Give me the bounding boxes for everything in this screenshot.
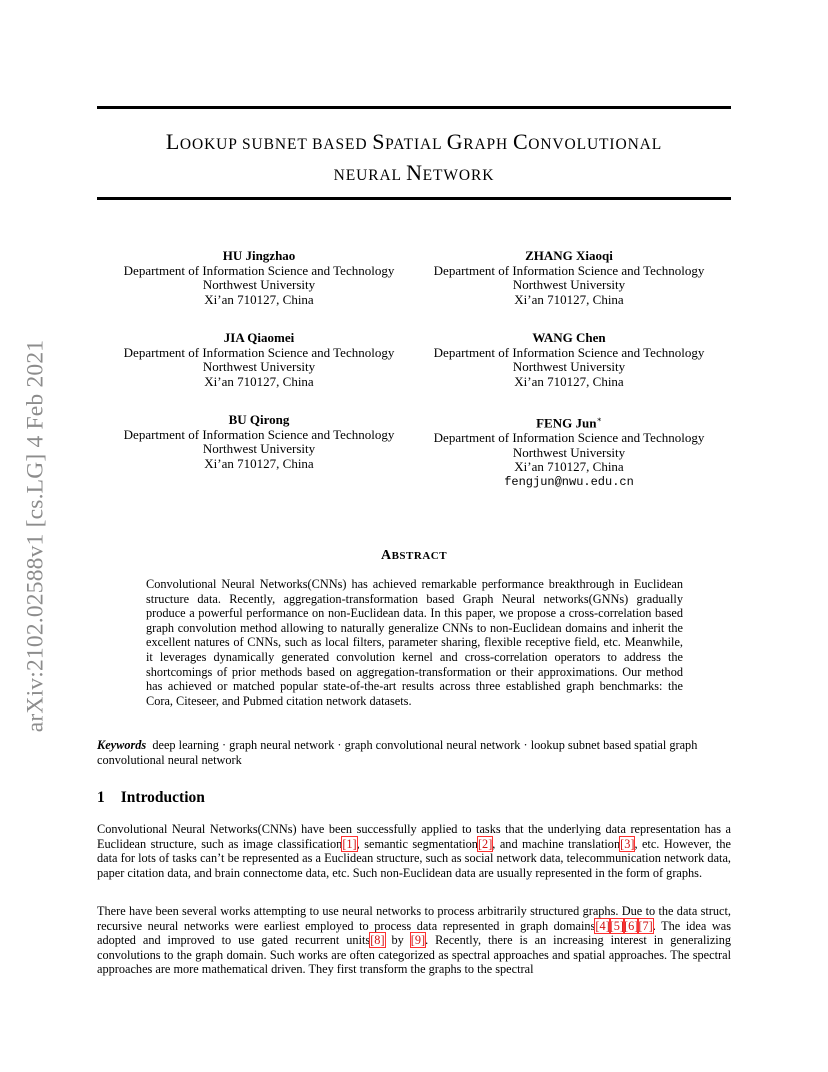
- citation-link[interactable]: [638, 919, 652, 933]
- author-name: HU Jingzhao: [222, 248, 296, 263]
- abstract-heading-rest: BSTRACT: [391, 550, 448, 562]
- author-institution: Northwest University: [512, 444, 626, 460]
- citation-link[interactable]: [370, 933, 384, 947]
- paragraph-text: . The idea was adopted and improved to use gated recurrent units: [97, 918, 731, 948]
- author-name: [419, 413, 719, 431]
- paragraph-text: , etc. However, the data for lots of tasks can’t be represented as a Euclidean structure, such as social network data, telecommunication network data, paper citation data, and brain connectome data, etc. Such non-Euclidean data are usually represented in the form of graphs.: [97, 836, 731, 880]
- title-segment: ONVOLUTIONAL: [528, 136, 663, 153]
- author-address: Xi’an 710127, China: [204, 291, 314, 307]
- citation-number[interactable]: [6]: [624, 918, 639, 933]
- author-institution: Northwest University: [202, 277, 316, 293]
- title-top-rule: [97, 106, 731, 109]
- citation-link[interactable]: [624, 919, 638, 933]
- author-address: Xi’an 710127, China: [204, 455, 314, 471]
- author-affiliation: Department of Information Science and Technology: [123, 426, 395, 442]
- author-address: Xi’an 710127, China: [204, 373, 314, 389]
- citation-number[interactable]: [9]: [410, 933, 426, 948]
- title-line-1: [97, 128, 731, 159]
- author-institution: Northwest University: [202, 441, 316, 457]
- citation-link[interactable]: [411, 933, 425, 947]
- title-segment: PATIAL: [385, 136, 447, 153]
- abstract-heading-cap: A: [380, 548, 392, 563]
- title-segment: N: [406, 160, 423, 185]
- title-segment: C: [512, 129, 529, 154]
- citation-number[interactable]: [7]: [638, 918, 653, 933]
- author-email[interactable]: fengjun@nwu.edu.cn: [504, 474, 634, 489]
- citation-link[interactable]: [610, 919, 624, 933]
- body-paragraph: [97, 822, 731, 880]
- author-institution: Northwest University: [512, 277, 626, 293]
- citation-number[interactable]: [1]: [342, 836, 357, 851]
- title-segment: G: [446, 129, 464, 154]
- title-segment: NEURAL: [333, 167, 407, 184]
- title-segment: OOKUP SUBNET BASED: [179, 136, 373, 153]
- citation-number[interactable]: [2]: [477, 836, 493, 851]
- author-affiliation: Department of Information Science and Technology: [433, 429, 705, 445]
- author-block: [109, 413, 409, 471]
- body-paragraph: [97, 904, 731, 977]
- author-address: Xi’an 710127, China: [514, 373, 624, 389]
- author-block: [419, 413, 719, 489]
- section-heading: [97, 789, 205, 807]
- author-affiliation: Department of Information Science and Technology: [433, 344, 705, 360]
- author-affiliation: Department of Information Science and Technology: [123, 344, 395, 360]
- author-block: [109, 249, 409, 307]
- citation-link[interactable]: [478, 837, 492, 851]
- abstract-heading: [97, 548, 731, 564]
- section-number: 1: [97, 789, 105, 806]
- author-name: ZHANG Xiaoqi: [525, 248, 613, 263]
- author-institution: Northwest University: [512, 359, 626, 375]
- paragraph-text: , semantic segmentation: [356, 836, 478, 851]
- keywords: [97, 738, 731, 767]
- author-block: [109, 331, 409, 389]
- author-affiliation: Department of Information Science and Technology: [123, 262, 395, 278]
- keywords-label: Keywords: [97, 738, 147, 752]
- corresponding-author-mark: ∗: [596, 415, 602, 424]
- author-affiliation: Department of Information Science and Technology: [433, 262, 705, 278]
- paragraph-text: There have been several works attempting to use neural networks to process arbitrarily structured graphs. Due to the data struct, recursive neural networks were earliest employed to process data represented in graph domains: [97, 904, 731, 933]
- paper-title: [97, 128, 731, 190]
- author-address: Xi’an 710127, China: [514, 459, 624, 475]
- title-segment: RAPH: [463, 136, 513, 153]
- citation-link[interactable]: [620, 837, 634, 851]
- section-title: Introduction: [120, 789, 205, 806]
- author-name-text: FENG Jun: [536, 415, 597, 431]
- author-name: BU Qirong: [228, 412, 290, 427]
- citation-number[interactable]: [8]: [370, 933, 385, 948]
- paragraph-text: , and machine translation: [492, 836, 621, 851]
- paragraph-text: by: [384, 933, 411, 948]
- author-block: [419, 331, 719, 389]
- author-name: JIA Qiaomei: [223, 330, 295, 345]
- title-bottom-rule: [97, 197, 731, 200]
- abstract-text: Convolutional Neural Networks(CNNs) has achieved remarkable performance breakthrough in Euclidean structure data. Recently, aggregation-transformation based Graph Neural networks(GNNs) gradually produce a powerful performance on non-Euclidean data. In this paper, we propose a cross-correlation based graph convolution method allowing to naturally generalize CNNs to non-Euclidean domains and inherit the excellent natures of CNNs, such as local filters, parameter sharing, flexible receptive field, etc. Meanwhile, it leverages dynamically generated convolution kernel and cross-correlation operators to address the shortcomings of prior methods based on aggregation-transformation or their approximations. Our method has achieved or matched popular state-of-the-art results across three established graph benchmarks: the Cora, Citeseer, and Pubmed citation network datasets.: [146, 577, 683, 708]
- citation-number[interactable]: [5]: [609, 918, 625, 933]
- title-segment: ETWORK: [422, 167, 495, 184]
- paragraph-text: Convolutional Neural Networks(CNNs) have been successfully applied to tasks that the underlying data representation has a Euclidean structure, such as image classification: [97, 822, 731, 851]
- author-block: [419, 249, 719, 307]
- paragraph-text: . Recently, there is an increasing interest in generalizing convolutions to the graph domain. Such works are often categorized as spectral approaches and spatial approaches. The spectral approaches are more mathematical driven. They first transform the graphs to the spectral: [97, 933, 732, 977]
- author-institution: Northwest University: [202, 359, 316, 375]
- title-line-2: [97, 159, 731, 190]
- author-name: WANG Chen: [532, 330, 606, 345]
- keywords-text: deep learning · graph neural network · graph convolutional neural network · lookup subnet based spatial graph convolutional neural network: [97, 738, 698, 767]
- citation-link[interactable]: [342, 837, 356, 851]
- title-segment: L: [165, 129, 180, 154]
- citation-number[interactable]: [4]: [595, 918, 610, 933]
- author-address: Xi’an 710127, China: [514, 291, 624, 307]
- arxiv-identifier: arXiv:2102.02588v1 [cs.LG] 4 Feb 2021: [22, 339, 49, 733]
- title-segment: S: [372, 129, 386, 154]
- citation-link[interactable]: [595, 919, 609, 933]
- citation-number[interactable]: [3]: [620, 836, 635, 851]
